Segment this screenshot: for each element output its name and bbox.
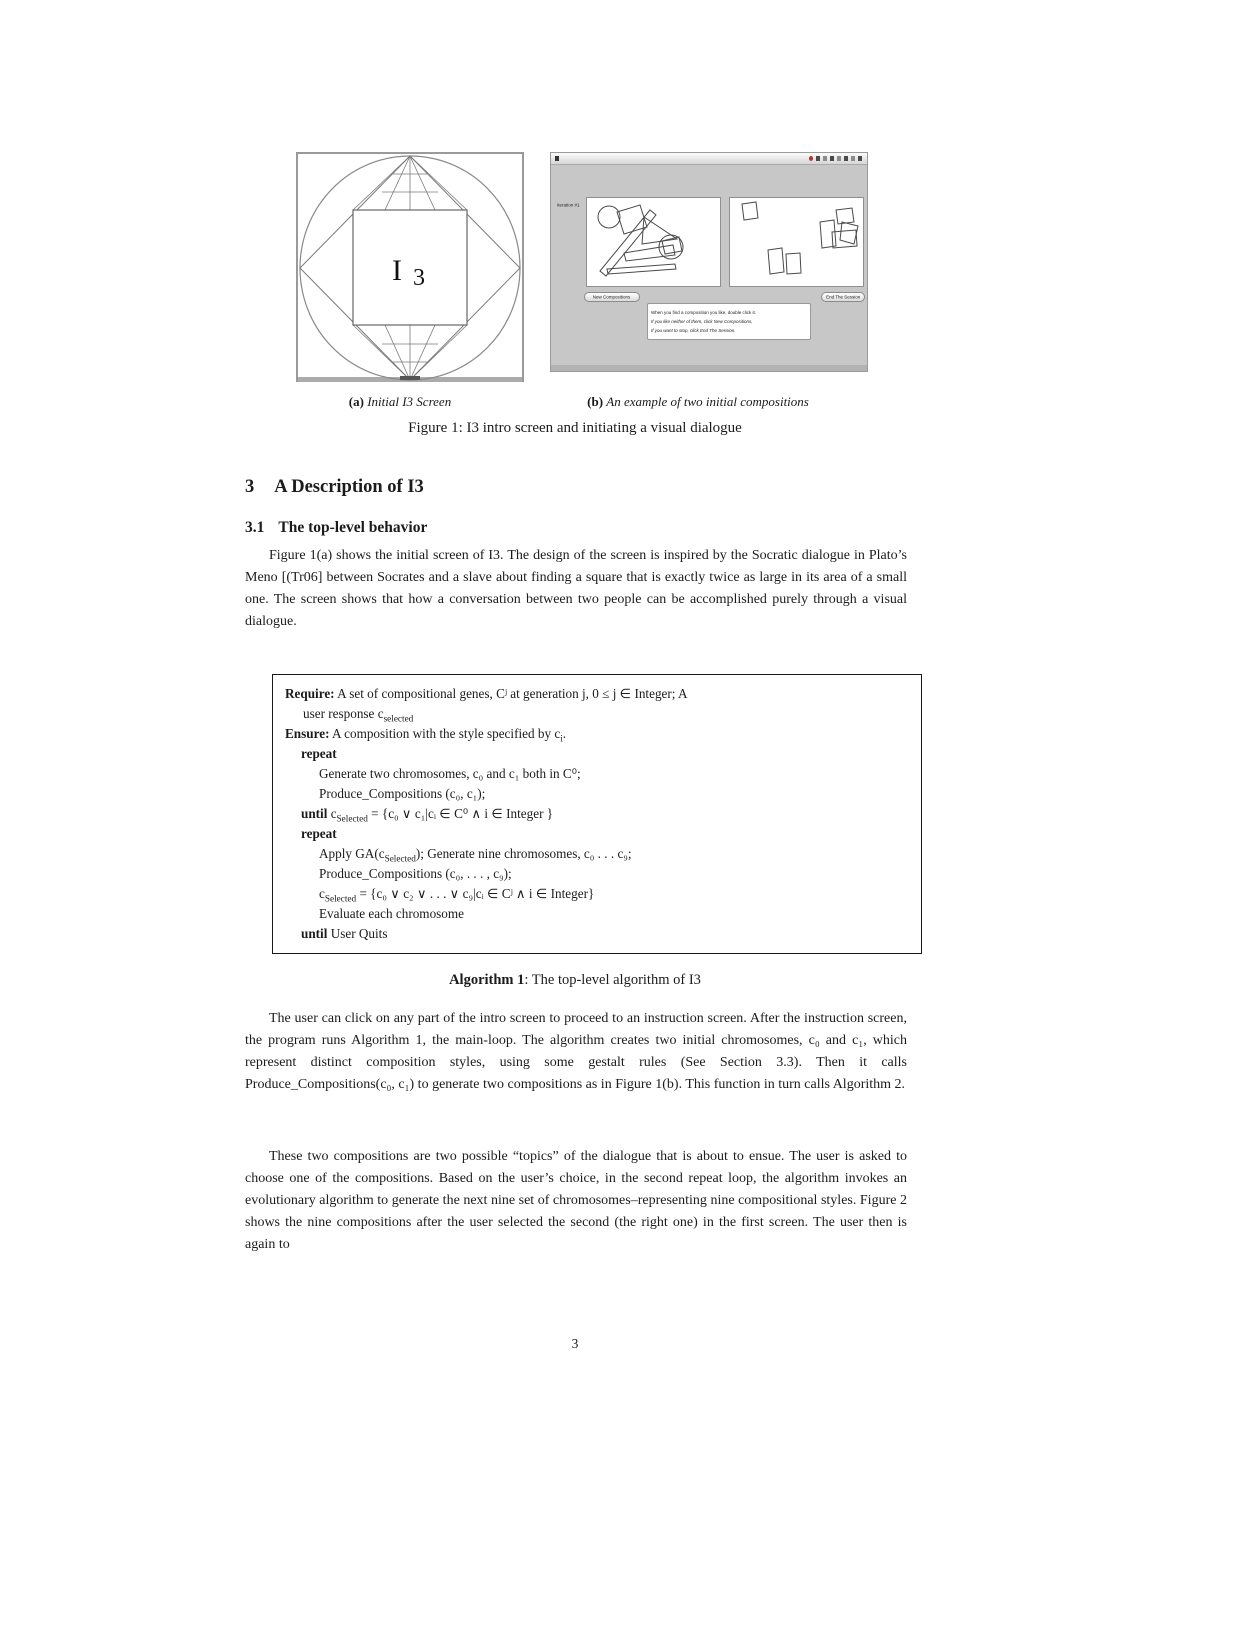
figure1-caption [245, 420, 905, 437]
algorithm-1-caption [245, 972, 905, 989]
page-number: 3 [571, 1336, 579, 1351]
composition-a-drawing [587, 198, 720, 286]
section-number: 3 [245, 477, 255, 497]
status-icon [851, 156, 855, 161]
caption-a-label: (a) [348, 394, 364, 409]
algorithm-line: Produce_Compositions (c₀, c₁); [319, 786, 486, 801]
apple-menu-icon [555, 156, 559, 161]
section-title: A Description of I3 [274, 477, 424, 497]
algorithm-line: Generate two chromosomes, c₀ and c₁ both in C⁰; [319, 766, 581, 781]
i3-intro-drawing [296, 152, 524, 384]
menubar-status-icons [809, 156, 862, 161]
menu-bar [551, 153, 867, 165]
status-icon [858, 156, 862, 161]
status-icon [816, 156, 820, 161]
algorithm-line: $c_{Selected} = \{c_0$ ∨ c₂ ∨ . . . ∨ c₉|cᵢ ∈ Cʲ ∧ i ∈ Integer} [319, 886, 595, 904]
algorithm-line: user response $c_{selected}$ [303, 706, 414, 724]
figure1-caption-label: Figure 1: [408, 420, 463, 436]
algorithm-line: Require: A set of compositional genes, Cʲ at generation j, 0 ≤ j ∈ Integer; A [285, 686, 688, 701]
caption-b-text: An example of two initial compositions [606, 394, 809, 409]
status-icon [837, 156, 841, 161]
status-icon [844, 156, 848, 161]
algorithm-line: until User Quits [301, 926, 388, 941]
window-bottom-strip [551, 365, 867, 371]
instruction-line: When you find a composition you like, double click it. [651, 309, 757, 315]
iteration-label: Iteration #1 [557, 202, 580, 208]
algorithm-1-box [272, 674, 922, 954]
body-paragraph-3: These two compositions are two possible “topics” of the dialogue that is about to ensue. The user is asked to choose one of the compositions. Based on the user’s choice, in the second repeat loop, the algorithm invokes an evolutionary algorithm to generate the next nine set of chromosomes–representing nine compositional styles. Figure 2 shows the nine compositions after the user selected the second (the right one) in the first screen. The user then is again to [245, 1149, 907, 1252]
section-3-heading [245, 477, 424, 498]
body-paragraph-1: Figure 1(a) shows the initial screen of I3. The design of the screen is inspired by the Socratic dialogue in Plato’s Meno [(Tr06] between Socrates and a slave about finding a square that is exactly twice as large in its area of a small one. The screen shows that how a conversation between two people can be accomplished purely through a visual dialogue. [245, 548, 907, 629]
algorithm-line: repeat [301, 746, 337, 761]
i3-logo-letter: I [392, 254, 402, 287]
instruction-line: If you like neither of them, click New Compositions, [651, 318, 753, 324]
algorithm-caption-label: Algorithm 1 [449, 972, 525, 988]
figure-a-i3-intro-screen [296, 152, 524, 384]
algorithm-caption-text: : The top-level algorithm of I3 [524, 972, 701, 988]
caption-figure-a [270, 394, 530, 410]
subsection-number: 3.1 [245, 519, 265, 536]
section-3-1-heading [245, 519, 427, 537]
caption-b-label: (b) [587, 394, 604, 409]
composition-panel-left[interactable] [586, 197, 721, 287]
algorithm-line: Apply $GA(c_{Selected})$; Generate nine chromosomes, c₀ . . . c₉; [319, 846, 632, 864]
i3-logo-number: 3 [413, 265, 425, 291]
algorithm-line: Evaluate each chromosome [319, 906, 464, 921]
instruction-line: If you want to stop, click End The Session. [651, 327, 736, 333]
new-compositions-button[interactable]: New Compositions [584, 292, 640, 302]
status-icon [823, 156, 827, 161]
algorithm-line: Ensure: A composition with the style specified by $c_i$. [285, 726, 567, 744]
caption-figure-b [528, 394, 868, 410]
algorithm-line: Produce_Compositions (c₀, . . . , c₉); [319, 866, 512, 881]
algorithm-line: repeat [301, 826, 337, 841]
status-icon [830, 156, 834, 161]
body-paragraph-2: The user can click on any part of the intro screen to proceed to an instruction screen. After the instruction screen, the program runs Algorithm 1, the main-loop. The algorithm creates two initial chromosomes, c₀ and c₁, which represent distinct composition styles, using some gestalt rules (See Section 3.3). Then it calls Produce_Compositions(c₀, c₁) to generate two compositions as in Figure 1(b). This function in turn calls Algorithm 2. [245, 1011, 907, 1092]
status-icon [809, 156, 813, 161]
figure-b-app-window [550, 152, 868, 372]
composition-panel-right[interactable] [729, 197, 864, 287]
figure1-caption-text: I3 intro screen and initiating a visual dialogue [462, 420, 742, 436]
caption-a-text: Initial I3 Screen [367, 394, 452, 409]
composition-b-drawing [730, 198, 863, 286]
algorithm-line: until $c_{Selected} = \{c_0$ ∨ c₁|cᵢ ∈ C⁰ ∧ i ∈ Integer } [301, 806, 554, 824]
subsection-title: The top-level behavior [278, 519, 428, 536]
instruction-box [647, 303, 811, 340]
end-session-button[interactable]: End The Session [821, 292, 865, 302]
